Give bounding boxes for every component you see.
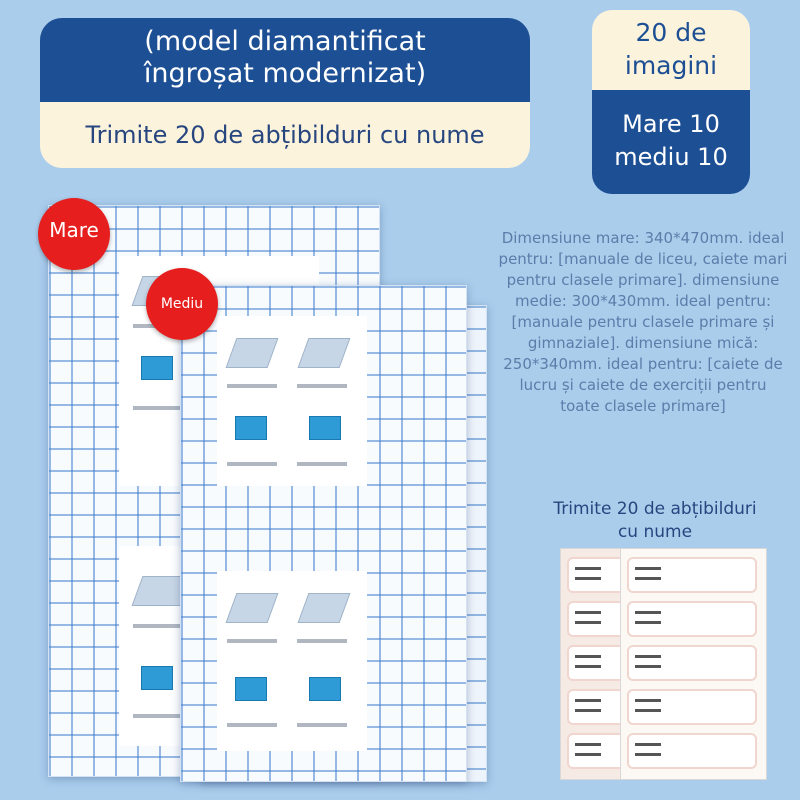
name-sticker-label — [627, 733, 757, 769]
medium-cover-sheet — [180, 285, 467, 782]
diagram-caption — [227, 462, 277, 466]
sticker-title: Trimite 20 de abțibilduri cu nume — [553, 499, 757, 542]
name-sticker-label — [627, 689, 757, 725]
title-line-2: îngroșat modernizat) — [143, 58, 427, 89]
diagram-caption — [227, 384, 277, 388]
medium-sheet-panel-top — [217, 316, 367, 486]
name-sticker-label — [627, 645, 757, 681]
title-banner — [40, 18, 530, 102]
count-total — [592, 10, 750, 90]
count-breakdown — [592, 90, 750, 194]
cover-diagram-icon — [309, 416, 341, 440]
size-badge-medium: Mediu — [146, 268, 218, 340]
book-diagram-icon — [226, 593, 279, 623]
diagram-caption — [227, 723, 277, 727]
diagram-caption — [297, 639, 347, 643]
cover-diagram-icon — [235, 677, 267, 701]
size-badge-large: Mare — [38, 198, 110, 270]
diagram-caption — [297, 384, 347, 388]
count-line-2: imagini — [624, 51, 718, 80]
book-diagram-icon — [298, 338, 351, 368]
count-line-3: Mare 10 — [622, 110, 720, 138]
title-card — [40, 18, 530, 168]
count-card — [592, 10, 750, 194]
title-subtitle: Trimite 20 de abțibilduri cu nume — [40, 102, 530, 168]
cover-diagram-icon — [309, 677, 341, 701]
count-line-4: mediu 10 — [614, 143, 728, 171]
cover-diagram-icon — [141, 666, 173, 690]
size-description: Dimensiune mare: 340*470mm. ideal pentru: [manuale de liceu, caiete mari pentru clasele primare]. dimensiune medie: 300*430mm. ideal pentru: [manuale pentru clasele primare și gimnaziale]. dimensiune mică: 250*340mm. ideal pentru: [caiete de lucru și caiete de exerciții pentru toate clasele primare] — [498, 229, 788, 415]
count-line-1: 20 de — [635, 18, 707, 47]
book-diagram-icon — [226, 338, 279, 368]
title-line-1: (model diamantificat — [144, 26, 426, 57]
diagram-caption — [227, 639, 277, 643]
medium-sheet-panel-bottom — [217, 571, 367, 751]
name-sticker-sheet — [620, 548, 767, 780]
diagram-caption — [297, 723, 347, 727]
diagram-caption — [297, 462, 347, 466]
cover-diagram-icon — [141, 356, 173, 380]
book-diagram-icon — [298, 593, 351, 623]
name-sticker-label — [627, 601, 757, 637]
cover-diagram-icon — [235, 416, 267, 440]
name-sticker-label — [627, 557, 757, 593]
